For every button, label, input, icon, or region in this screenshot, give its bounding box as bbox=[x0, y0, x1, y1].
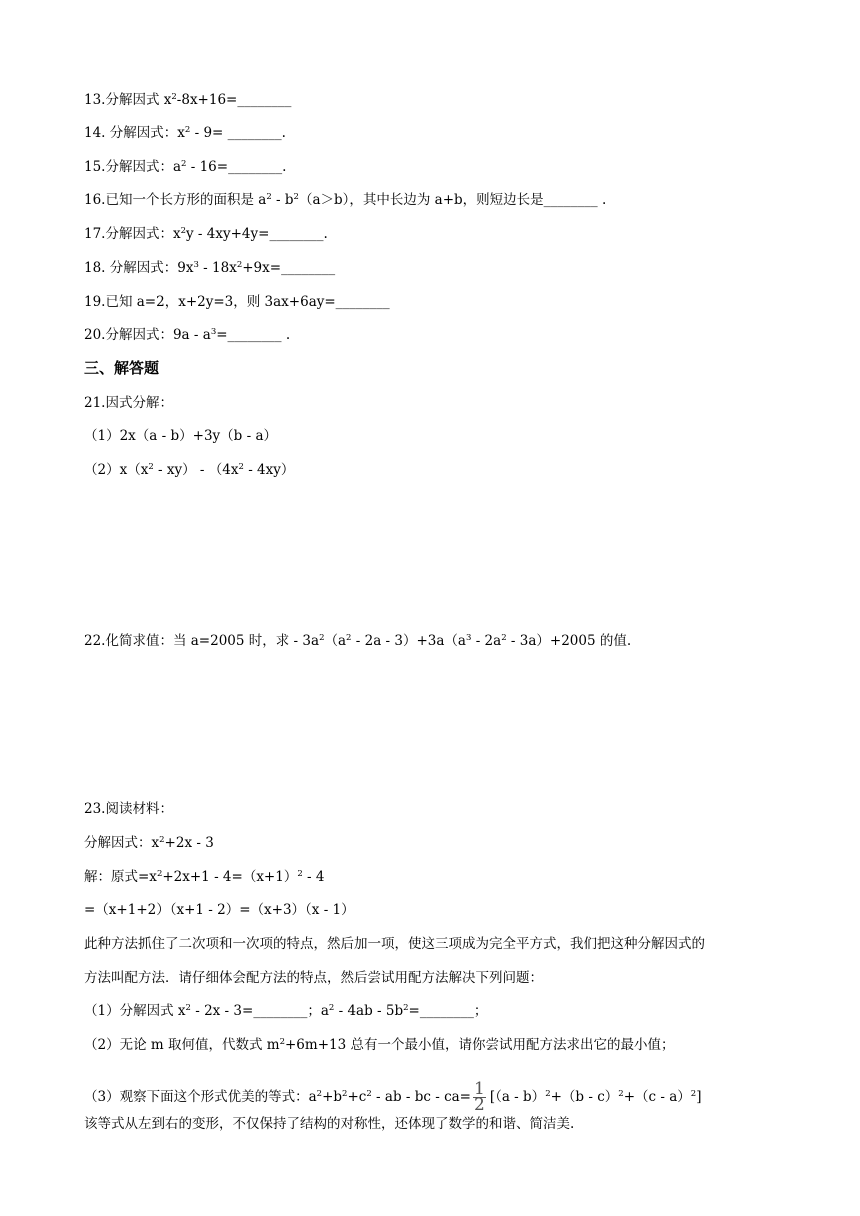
question-23-title: 23.阅读材料： bbox=[84, 801, 173, 817]
question-13: 13.分解因式 $x^2-8x+16=\_\_\_\_\_\_\_\_$ bbox=[84, 92, 292, 108]
question-22: 22.化简求值：当 a=2005 时，求 - $3a^2(a^2 - 2a - 3)+3a(a^3 - 2a^2 - 3a)+2005$ 的值. bbox=[84, 633, 632, 649]
fraction-denominator: 2 bbox=[474, 1095, 485, 1115]
one-half-fraction bbox=[473, 1079, 486, 1115]
section-heading: 三、解答题 bbox=[84, 359, 160, 377]
question-21-part-2: $(2)x(x^2 - xy) - (4x^2 - 4xy)$ bbox=[84, 462, 295, 478]
question-23-line-6: （1）分解因式 $x^2 - 2x$ - 3=________；$a^2 - 4ab$ - $5b^2=\_\_\_\_\_\_\_\_$； bbox=[84, 1003, 488, 1019]
question-15: 15.分解因式：$a^2$ - 16=________. bbox=[84, 159, 287, 175]
question-23-line-3: =（x+1+2）（x+1 - 2）=（x+3）（x - 1） bbox=[84, 902, 355, 918]
question-17: 17.分解因式：$x^2y$ - 4xy+4y=________. bbox=[84, 226, 328, 242]
question-16: 16.已知一个长方形的面积是 $a^2 - b^2(a>b)$，其中长边为 a+b，则短边长是________ . bbox=[84, 192, 607, 208]
question-20: 20.分解因式：$9a - a^3=\_\_\_\_\_\_\_\_$ . bbox=[84, 327, 291, 343]
question-23-line-5: 方法叫配方法．请仔细体会配方法的特点，然后尝试用配方法解决下列问题： bbox=[84, 970, 543, 986]
question-19: 19.已知 a=2，x+2y=3，则 3ax+6ay=________ bbox=[84, 294, 390, 310]
question-23-line-7: （2）无论 m 取何值，代数式 $m^2+6m+13$ 总有一个最小值，请你尝试用配方法求出它的最小值； bbox=[84, 1037, 675, 1053]
question-23-line-1: 分解因式：$x^2+2x - 3$ bbox=[84, 835, 214, 851]
question-14: 14. 分解因式：$x^2 - 9=$ ________. bbox=[84, 125, 286, 141]
question-21-part-1: （1）2x（a - b）+3y（b - a） bbox=[84, 428, 277, 444]
question-23-line-9: 该等式从左到右的变形，不仅保持了结构的对称性，还体现了数学的和谐、简洁美. bbox=[84, 1116, 575, 1132]
question-18: 18. 分解因式：$9x^3$ - $18x^2+9x=\_\_\_\_\_\_\_\_$ bbox=[84, 260, 336, 276]
fraction-numerator: 1 bbox=[474, 1079, 485, 1099]
question-23-line-8: （3）观察下面这个形式优美的等式：$a^2+b^2+c^2$ - ab - bc - ca= $\frac{1}{2}$ [（a - b）$^2$+（b - c）$^2$+（c - a）$^2$] bbox=[84, 1079, 702, 1115]
question-21-title: 21.因式分解： bbox=[84, 395, 173, 411]
question-23-line-2: 解：原式$=x^2+2x+1 - 4=(x+1)^2 - 4$ bbox=[84, 869, 325, 885]
question-23-line-4: 此种方法抓住了二次项和一次项的特点，然后加一项，使这三项成为完全平方式，我们把这种分解因式的 bbox=[84, 936, 705, 952]
